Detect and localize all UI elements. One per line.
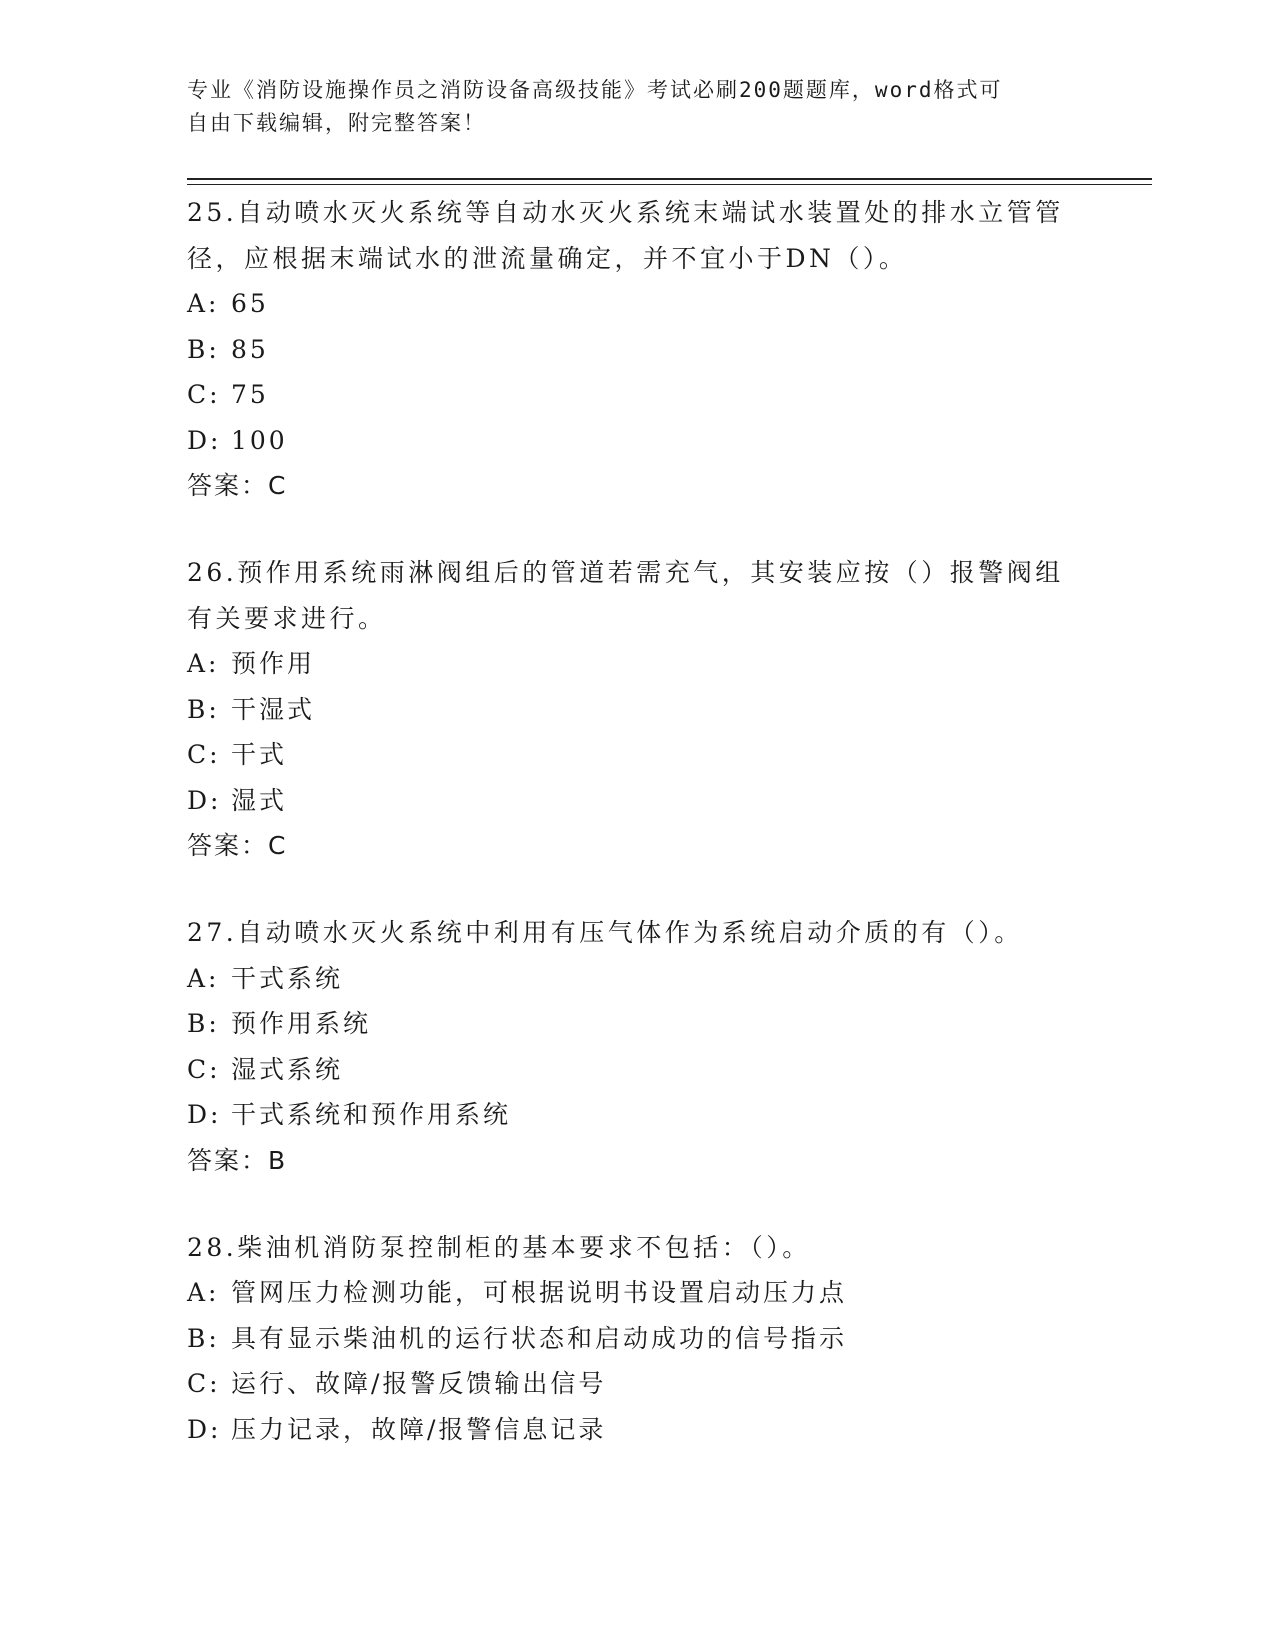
question-26 [187, 550, 1087, 868]
option-text: 湿式系统 [231, 1054, 344, 1084]
question-25 [187, 190, 1087, 508]
option-text: 干湿式 [231, 694, 316, 724]
option-text: 预作用 [231, 649, 316, 678]
question-spacer [187, 868, 1087, 910]
option-a [187, 281, 1087, 327]
header-line-1: 专业《消防设施操作员之消防设备高级技能》考试必刷200题题库，word格式可 [187, 78, 1003, 102]
option-b [187, 327, 1087, 373]
option-text: 压力记录，故障/报警信息记录 [231, 1414, 607, 1444]
option-key: B: [187, 334, 220, 364]
question-stem-line: 26.预作用系统雨淋阀组后的管道若需充气，其安装应按（）报警阀组 [187, 558, 1064, 587]
option-c [187, 1361, 1087, 1407]
option-text: 干式 [231, 740, 288, 769]
answer-line [187, 1138, 1087, 1183]
document-header [187, 74, 1087, 140]
option-key: A: [187, 963, 220, 993]
option-a [187, 956, 1087, 1002]
option-text: 运行、故障/报警反馈输出信号 [231, 1369, 607, 1398]
option-text: 75 [231, 380, 269, 409]
option-d [187, 778, 1087, 824]
question-27 [187, 910, 1087, 1183]
option-c [187, 732, 1087, 778]
answer-value: C [268, 831, 287, 860]
option-text: 干式系统 [231, 963, 344, 993]
option-key: C: [187, 740, 221, 769]
option-c [187, 372, 1087, 418]
option-key: C: [187, 1054, 221, 1084]
answer-value: C [268, 471, 287, 500]
option-text: 85 [231, 334, 269, 364]
question-28 [187, 1225, 1087, 1453]
option-a [187, 641, 1087, 687]
option-key: D: [187, 425, 222, 455]
option-key: D: [187, 785, 222, 815]
answer-value: B [268, 1145, 287, 1175]
option-text: 具有显示柴油机的运行状态和启动成功的信号指示 [231, 1323, 848, 1353]
header-line-2: 自由下载编辑，附完整答案！ [187, 111, 486, 135]
option-key: A: [187, 1278, 220, 1307]
question-stem-line: 27.自动喷水灭火系统中利用有压气体作为系统启动介质的有（）。 [187, 918, 1023, 947]
question-stem-line: 25.自动喷水灭火系统等自动水灭火系统末端试水装置处的排水立管管 [187, 198, 1064, 227]
option-text: 65 [231, 289, 269, 318]
option-b [187, 687, 1087, 733]
option-c [187, 1047, 1087, 1093]
option-key: A: [187, 289, 220, 318]
question-spacer [187, 1183, 1087, 1225]
option-key: B: [187, 1323, 220, 1353]
option-b [187, 1316, 1087, 1362]
option-d [187, 1092, 1087, 1138]
option-text: 管网压力检测功能，可根据说明书设置启动压力点 [231, 1278, 848, 1307]
option-text: 干式系统和预作用系统 [231, 1100, 512, 1129]
option-key: C: [187, 380, 221, 409]
answer-label: 答案： [187, 471, 269, 500]
header-rule-thick [187, 178, 1152, 180]
option-key: D: [187, 1414, 222, 1444]
option-text: 100 [231, 425, 288, 455]
option-key: C: [187, 1369, 221, 1398]
option-text: 湿式 [231, 785, 288, 815]
option-a [187, 1270, 1087, 1316]
question-spacer [187, 508, 1087, 550]
option-key: B: [187, 694, 220, 724]
option-text: 预作用系统 [231, 1009, 372, 1038]
answer-label: 答案： [187, 831, 269, 860]
option-b [187, 1001, 1087, 1047]
option-key: D: [187, 1100, 222, 1129]
question-list [187, 190, 1087, 1452]
answer-label: 答案： [187, 1145, 269, 1175]
question-stem-line: 径，应根据末端试水的泄流量确定，并不宜小于DN（）。 [187, 243, 908, 273]
answer-line [187, 823, 1087, 868]
question-stem-line: 有关要求进行。 [187, 603, 387, 633]
answer-line [187, 463, 1087, 508]
header-rule-thin [187, 184, 1152, 185]
option-d [187, 1407, 1087, 1453]
question-stem-line: 28.柴油机消防泵控制柜的基本要求不包括：（）。 [187, 1232, 811, 1262]
option-key: B: [187, 1009, 220, 1038]
option-key: A: [187, 649, 220, 678]
option-d [187, 418, 1087, 464]
